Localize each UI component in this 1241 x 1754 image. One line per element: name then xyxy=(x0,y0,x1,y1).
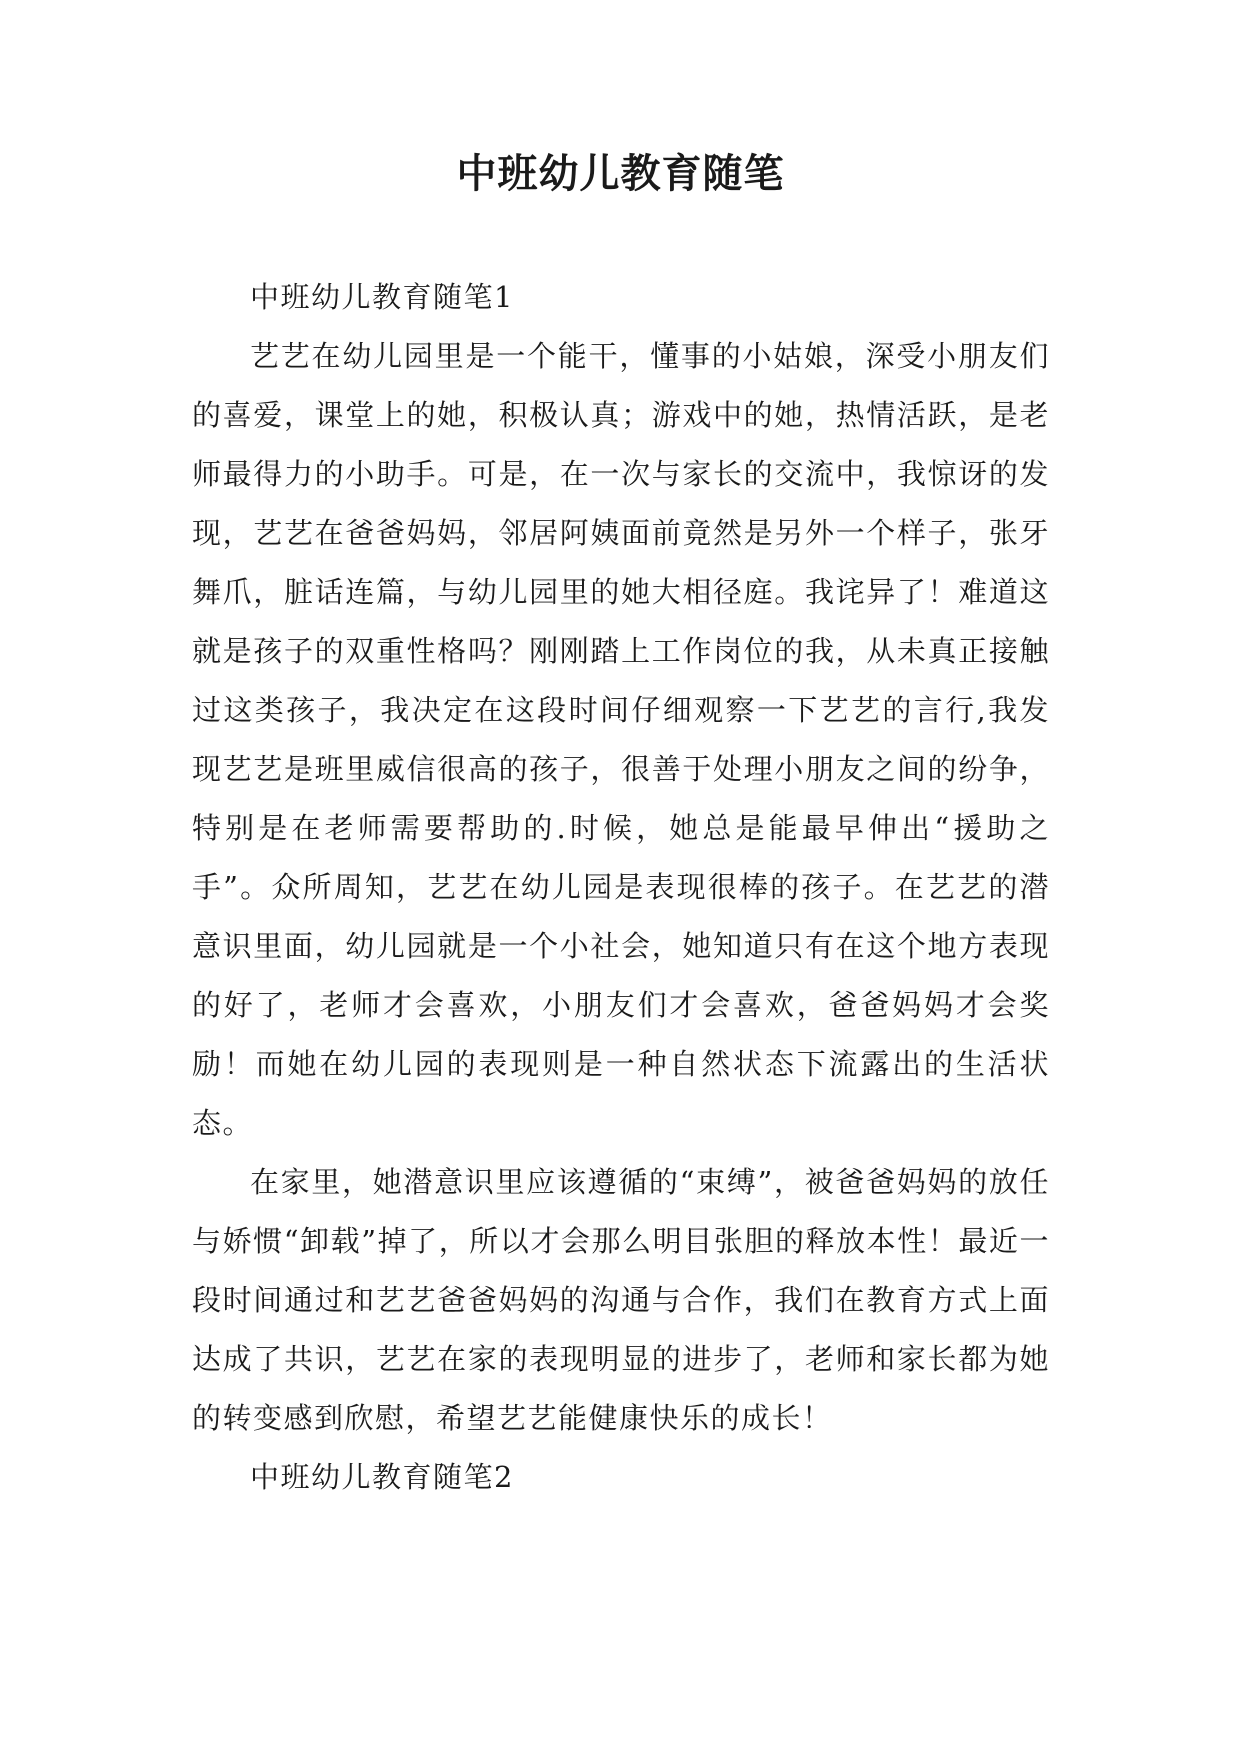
document-body xyxy=(192,268,1050,1507)
section-heading-1: 中班幼儿教育随笔1 xyxy=(250,280,514,314)
section-1-paragraph-1: 艺艺在幼儿园里是一个能干，懂事的小姑娘，深受小朋友们的喜爱，课堂上的她，积极认真；游戏中的她，热情活跃，是老师最得力的小助手。可是，在一次与家长的交流中，我惊讶的发现，艺艺在爸爸妈妈，邻居阿姨面前竟然是另外一个样子，张牙舞爪，脏话连篇，与幼儿园里的她大相径庭。我诧异了！难道这就是孩子的双重性格吗？刚刚踏上工作岗位的我，从未真正接触过这类孩子，我决定在这段时间仔细观察一下艺艺的言行,我发现艺艺是班里威信很高的孩子，很善于处理小朋友之间的纷争，特别是在老师需要帮助的.时候，她总是能最早伸出“援助之手”。众所周知，艺艺在幼儿园是表现很棒的孩子。在艺艺的潜意识里面，幼儿园就是一个小社会，她知道只有在这个地方表现的好了，老师才会喜欢，小朋友们才会喜欢，爸爸妈妈才会奖励！而她在幼儿园的表现则是一种自然状态下流露出的生活状态。 xyxy=(192,339,1050,1140)
document-title: 中班幼儿教育随笔 xyxy=(456,151,785,197)
section-1-paragraph-2: 在家里，她潜意识里应该遵循的“束缚”，被爸爸妈妈的放任与娇惯“卸载”掉了，所以才会那么明目张胆的释放本性！最近一段时间通过和艺艺爸爸妈妈的沟通与合作，我们在教育方式上面达成了共识，艺艺在家的表现明显的进步了，老师和家长都为她的转变感到欣慰，希望艺艺能健康快乐的成长！ xyxy=(192,1165,1050,1435)
section-heading-2: 中班幼儿教育随笔2 xyxy=(250,1460,514,1494)
